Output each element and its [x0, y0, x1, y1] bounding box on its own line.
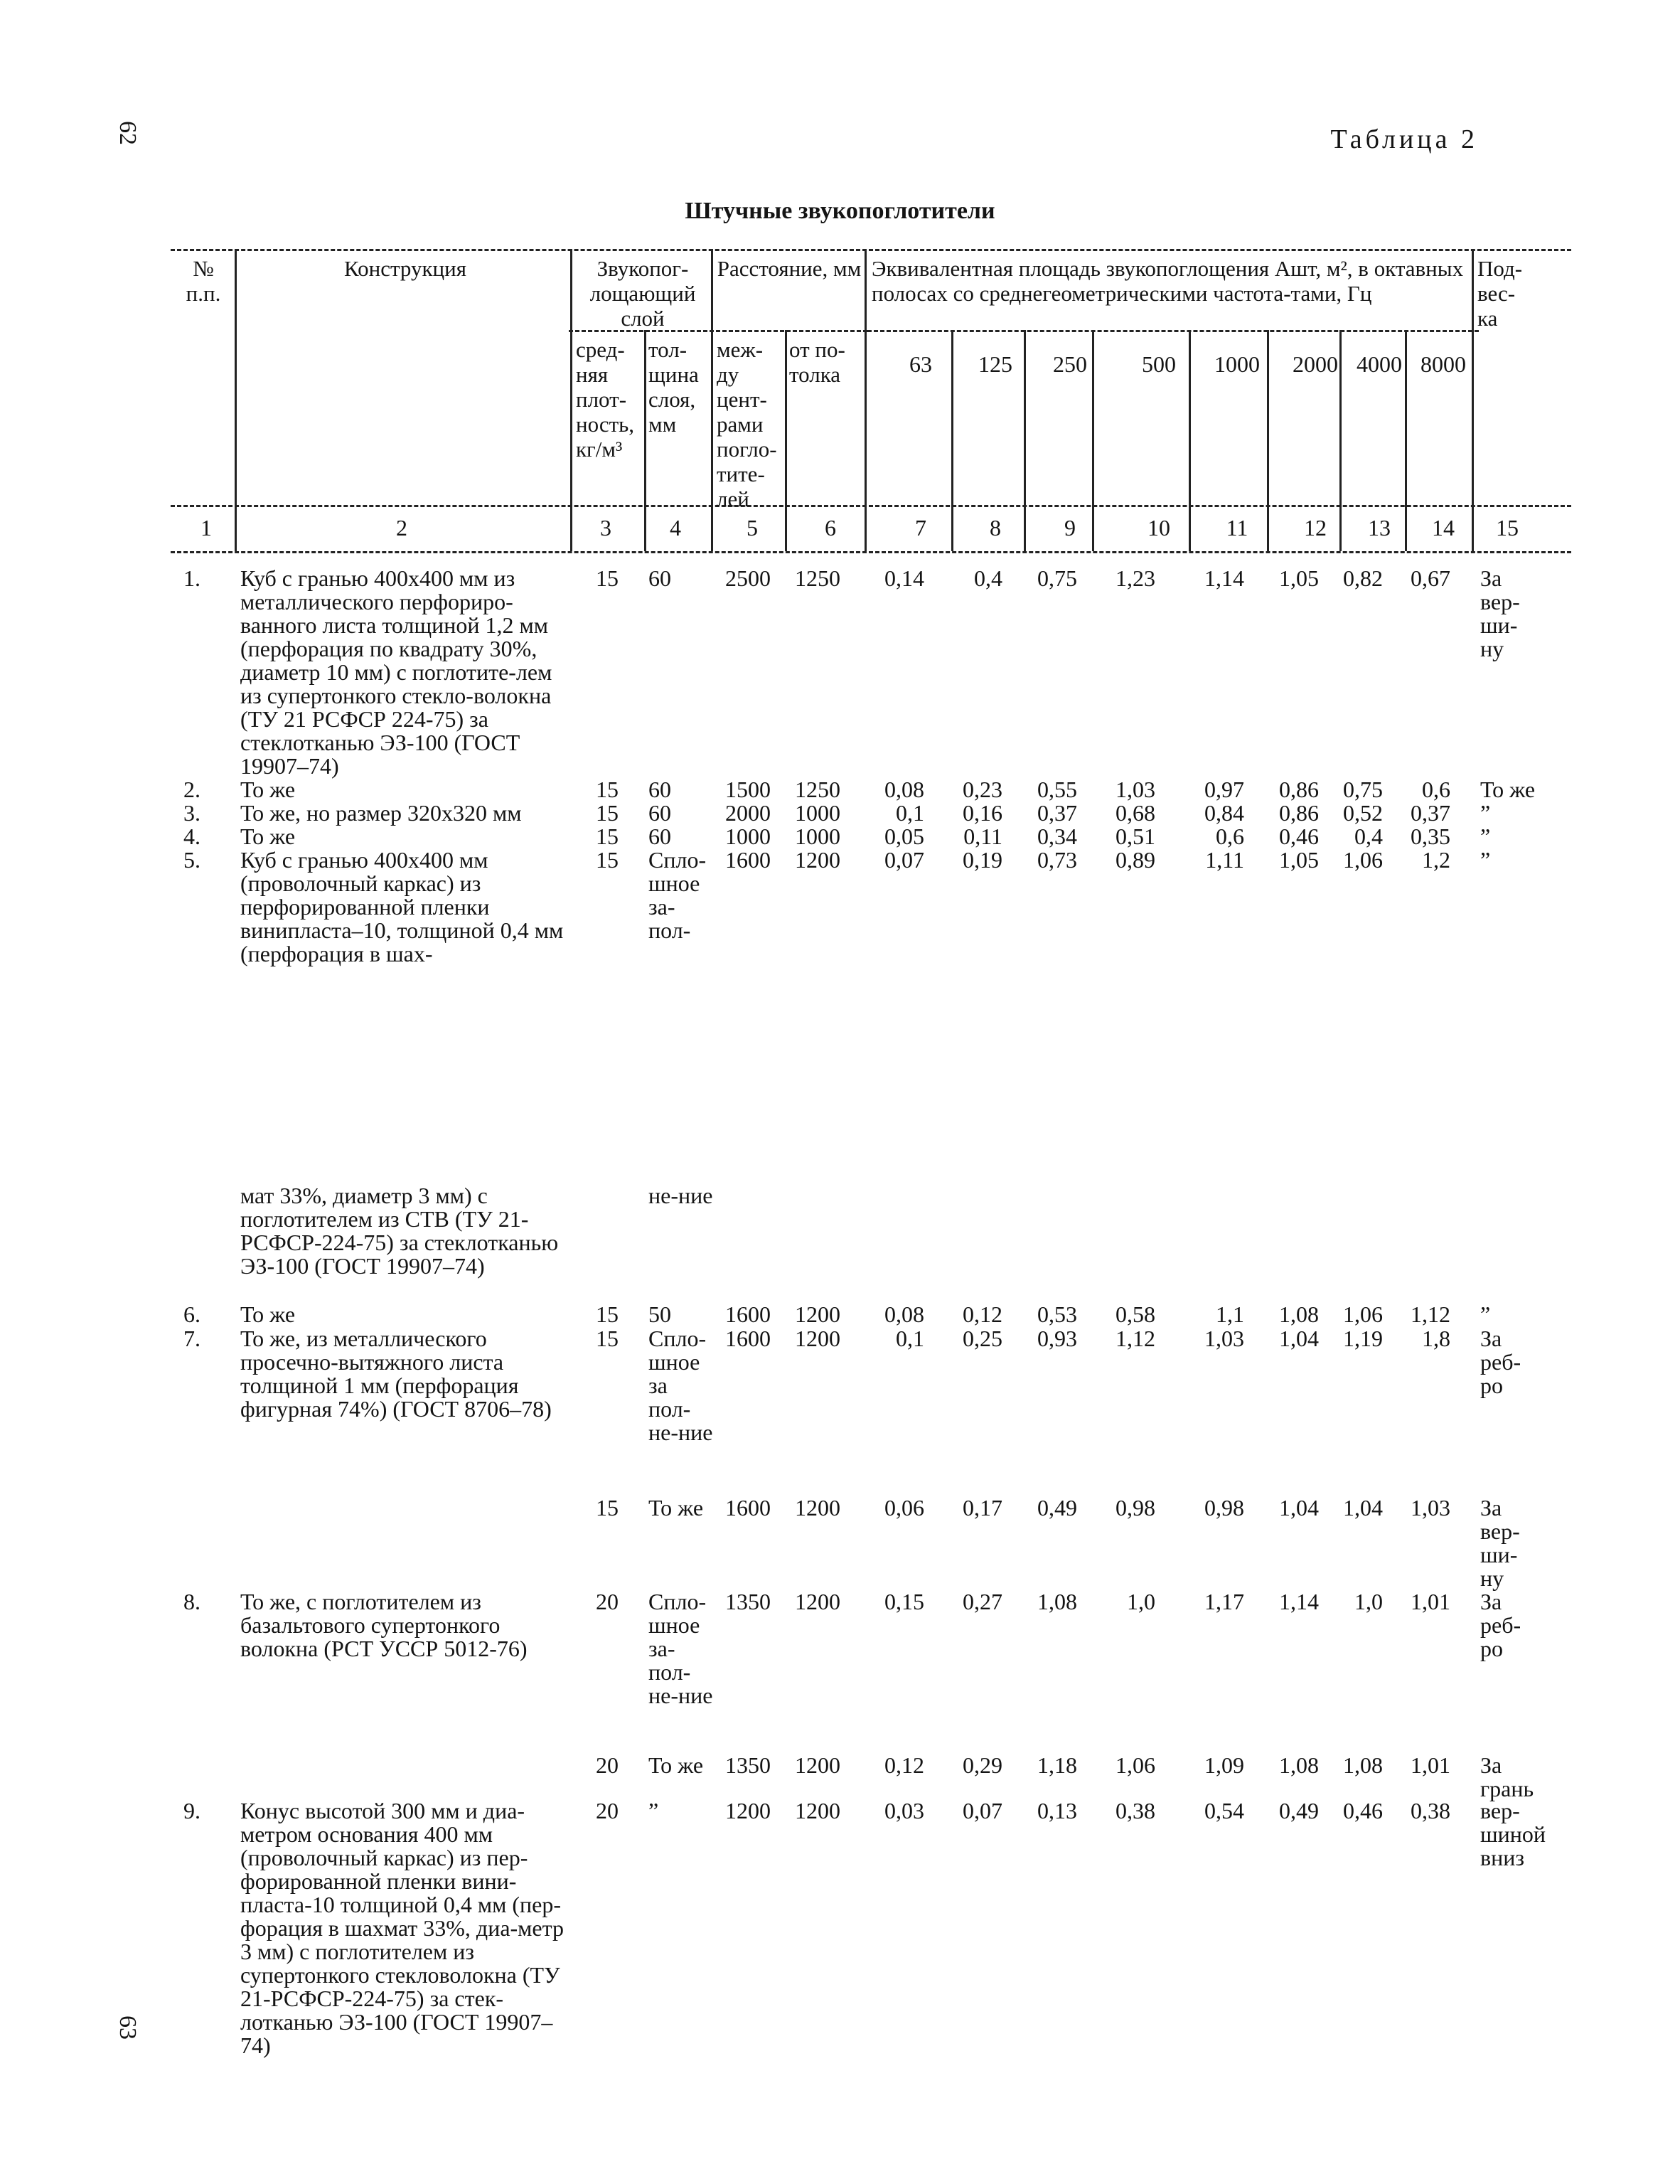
row-value-4000: 1,0 — [1354, 1589, 1383, 1614]
row-value-2000: 1,05 — [1279, 565, 1319, 591]
row-value-2000: 0,49 — [1279, 1798, 1319, 1823]
row-suspension: ” — [1480, 824, 1491, 849]
row-suspension: ” — [1480, 847, 1491, 873]
row-distance-ceiling: 1200 — [795, 1326, 840, 1351]
row-value-250: 0,49 — [1037, 1495, 1077, 1520]
header-construction: Конструкция — [344, 256, 466, 281]
row-value-500: 0,51 — [1115, 824, 1155, 849]
row-suspension: ” — [1480, 1301, 1491, 1327]
row-value-125: 0,07 — [963, 1798, 1002, 1823]
row-suspension: За реб-ро — [1480, 1326, 1521, 1398]
frequency-63: 63 — [909, 351, 932, 377]
column-number-14: 14 — [1432, 515, 1455, 540]
header-absorbing-layer: Звукопог-лощающий слой — [589, 256, 696, 331]
row-value-500: 1,03 — [1115, 777, 1155, 802]
row-value-63: 0,15 — [884, 1589, 924, 1614]
row-suspension: ” — [1480, 800, 1491, 826]
row-thickness: Спло-шное за пол-не-ние — [648, 1326, 713, 1445]
column-number-12: 12 — [1304, 515, 1327, 540]
row-value-1000: 0,84 — [1204, 800, 1244, 826]
column-number-11: 11 — [1226, 515, 1248, 540]
row-value-500: 0,68 — [1115, 800, 1155, 826]
row-construction: Куб с гранью 400х400 мм из металлического перфориро-ванного листа толщиной 1,2 мм (перфорация по квадрату 30%, диаметр 10 мм) с поглотите-лем из супертонкого стекло-волокна (ТУ 21 РСФСР 224-75) за стеклотканью ЭЗ-100 (ГОСТ 19907–74) — [240, 565, 552, 779]
row-value-2000: 1,14 — [1279, 1589, 1319, 1614]
row-distance-between: 1600 — [725, 1495, 771, 1520]
frequency-125: 125 — [978, 351, 1012, 377]
row-value-500: 1,0 — [1127, 1589, 1155, 1614]
row-number: 4. — [183, 824, 200, 849]
row-value-8000: 1,8 — [1422, 1326, 1450, 1351]
row-value-63: 0,1 — [896, 800, 924, 826]
row-number: 3. — [183, 800, 200, 826]
row-density: 15 — [596, 847, 619, 873]
column-number-4: 4 — [670, 515, 681, 540]
row-value-1000: 1,1 — [1216, 1301, 1244, 1327]
row-distance-ceiling: 1200 — [795, 1589, 840, 1614]
row-value-63: 0,1 — [896, 1326, 924, 1351]
row-value-8000: 1,01 — [1411, 1589, 1450, 1614]
row-value-63: 0,12 — [884, 1752, 924, 1778]
vline-6 — [865, 249, 867, 551]
row-value-125: 0,29 — [963, 1752, 1002, 1778]
row-value-500: 0,89 — [1115, 847, 1155, 873]
row-value-250: 1,18 — [1037, 1752, 1077, 1778]
row-value-2000: 1,04 — [1279, 1495, 1319, 1520]
row-value-2000: 0,86 — [1279, 800, 1319, 826]
row-distance-between: 1600 — [725, 1326, 771, 1351]
column-number-6: 6 — [825, 515, 836, 540]
page-number-top: 62 — [114, 121, 141, 145]
row-value-63: 0,07 — [884, 847, 924, 873]
row-value-1000: 1,03 — [1204, 1326, 1244, 1351]
row-value-250: 0,37 — [1037, 800, 1077, 826]
header-suspension: Под-вес-ка — [1477, 256, 1523, 331]
row-thickness: Спло-шное за-пол- — [648, 847, 707, 943]
row-distance-ceiling: 1000 — [795, 800, 840, 826]
row-value-1000: 1,11 — [1205, 847, 1244, 873]
column-number-13: 13 — [1368, 515, 1391, 540]
row-value-250: 0,53 — [1037, 1301, 1077, 1327]
row-value-8000: 0,37 — [1411, 800, 1450, 826]
row-value-1000: 0,54 — [1204, 1798, 1244, 1823]
frequency-1000: 1000 — [1214, 351, 1260, 377]
row-thickness: 60 — [648, 800, 671, 826]
row-density: 15 — [596, 824, 619, 849]
row-density: 15 — [596, 800, 619, 826]
row-suspension: вер-шиной вниз — [1480, 1798, 1546, 1870]
vline-3 — [644, 330, 646, 551]
row-thickness: Спло-шное за-пол-не-ние — [648, 1589, 713, 1708]
frequency-500: 500 — [1142, 351, 1176, 377]
row-suspension: За вер-ши-ну — [1480, 1495, 1520, 1591]
row-value-63: 0,06 — [884, 1495, 924, 1520]
row-construction: Конус высотой 300 мм и диа-метром основания 400 мм (проволочный каркас) из пер-форированной пленки вини-пласта-10 толщиной 0,4 мм (пер-форация в шахмат 33%, диа-метр 3 мм) с поглотителем из супертонкого стекловолокна (ТУ 21-РСФСР-224-75) за стек-лотканью ЭЗ-100 (ГОСТ 19907–74) — [240, 1798, 564, 2058]
frequency-4000: 4000 — [1357, 351, 1402, 377]
rule-top — [171, 249, 1571, 251]
row-value-500: 0,98 — [1115, 1495, 1155, 1520]
row-value-250: 0,13 — [1037, 1798, 1077, 1823]
row-thickness: То же — [648, 1752, 704, 1778]
row-value-63: 0,08 — [884, 1301, 924, 1327]
row-value-125: 0,11 — [963, 824, 1002, 849]
row-density: 15 — [596, 1326, 619, 1351]
row-value-125: 0,25 — [963, 1326, 1002, 1351]
row-construction: То же — [240, 824, 296, 849]
header-equivalent-area: Эквивалентная площадь звукопоглощения Aшт, м², в октавных полосах со среднегеометрическими частота-тами, Гц — [872, 256, 1464, 306]
row-value-500: 1,23 — [1115, 565, 1155, 591]
row-value-250: 0,55 — [1037, 777, 1077, 802]
row-value-1000: 1,17 — [1204, 1589, 1244, 1614]
row-suspension: За реб-ро — [1480, 1589, 1521, 1661]
row-value-250: 0,75 — [1037, 565, 1077, 591]
row-number: 1. — [183, 565, 200, 591]
row-distance-ceiling: 1250 — [795, 777, 840, 802]
row-distance-between: 1000 — [725, 824, 771, 849]
column-number-7: 7 — [915, 515, 926, 540]
row-value-1000: 0,98 — [1204, 1495, 1244, 1520]
row-value-125: 0,23 — [963, 777, 1002, 802]
row-value-8000: 1,01 — [1411, 1752, 1450, 1778]
row-value-250: 0,73 — [1037, 847, 1077, 873]
row-construction: Куб с гранью 400х400 мм (проволочный каркас) из перфорированной пленки винипласта–10, толщиной 0,4 мм (перфорация в шах- — [240, 847, 564, 966]
row-value-8000: 1,12 — [1411, 1301, 1450, 1327]
frequency-2000: 2000 — [1293, 351, 1338, 377]
header-distance: Расстояние, мм — [717, 256, 862, 281]
row-number: 5. — [183, 847, 200, 873]
column-number-10: 10 — [1147, 515, 1170, 540]
header-between-centers: меж-ду цент-рами погло-тите-лей — [717, 337, 777, 511]
row-density: 15 — [596, 777, 619, 802]
row-construction: То же, но размер 320х320 мм — [240, 800, 522, 826]
row-value-2000: 1,04 — [1279, 1326, 1319, 1351]
row-thickness: То же — [648, 1495, 704, 1520]
column-number-8: 8 — [990, 515, 1001, 540]
vline-2 — [570, 249, 572, 551]
row-distance-between: 1350 — [725, 1752, 771, 1778]
row-value-63: 0,14 — [884, 565, 924, 591]
frequency-250: 250 — [1053, 351, 1087, 377]
row-value-8000: 0,6 — [1422, 777, 1450, 802]
row-density: 20 — [596, 1589, 619, 1614]
header-from-ceiling: от по-толка — [789, 337, 845, 387]
row-value-4000: 0,46 — [1343, 1798, 1383, 1823]
row-thickness: ” — [648, 1798, 659, 1823]
row-value-125: 0,17 — [963, 1495, 1002, 1520]
row-value-250: 0,34 — [1037, 824, 1077, 849]
column-number-9: 9 — [1064, 515, 1076, 540]
row-value-8000: 1,2 — [1422, 847, 1450, 873]
header-density: сред-няя плот-ность, кг/м³ — [576, 337, 635, 462]
column-number-2: 2 — [396, 515, 407, 540]
row-value-4000: 0,75 — [1343, 777, 1383, 802]
row-value-500: 0,58 — [1115, 1301, 1155, 1327]
row-distance-ceiling: 1200 — [795, 1798, 840, 1823]
row-density: 20 — [596, 1752, 619, 1778]
row-construction: То же, с поглотителем из базальтового супертонкого волокна (РСТ УССР 5012-76) — [240, 1589, 528, 1661]
row-thickness: 60 — [648, 565, 671, 591]
row-value-4000: 0,52 — [1343, 800, 1383, 826]
row-value-500: 0,38 — [1115, 1798, 1155, 1823]
row-suspension: За грань — [1480, 1752, 1534, 1801]
row-number: 9. — [183, 1798, 200, 1823]
frequency-8000: 8000 — [1420, 351, 1466, 377]
row-density: 15 — [596, 1301, 619, 1327]
page-number-bottom: 63 — [114, 2015, 141, 2040]
row-value-125: 0,4 — [974, 565, 1002, 591]
rule-column-numbers — [171, 551, 1571, 553]
row-distance-between: 2500 — [725, 565, 771, 591]
row-number: 7. — [183, 1326, 200, 1351]
row-value-500: 1,06 — [1115, 1752, 1155, 1778]
row-value-125: 0,12 — [963, 1301, 1002, 1327]
rule-sub-frequency — [867, 330, 1479, 332]
row-value-63: 0,03 — [884, 1798, 924, 1823]
rule-header-bottom — [171, 505, 1571, 507]
row-density: 15 — [596, 565, 619, 591]
row-distance-between: 2000 — [725, 800, 771, 826]
row-distance-between: 1600 — [725, 1301, 771, 1327]
row-number: 6. — [183, 1301, 200, 1327]
row-value-4000: 1,04 — [1343, 1495, 1383, 1520]
row-value-250: 0,93 — [1037, 1326, 1077, 1351]
row-suspension: За вер-ши-ну — [1480, 565, 1520, 661]
row-value-4000: 0,4 — [1354, 824, 1383, 849]
row-value-2000: 0,86 — [1279, 777, 1319, 802]
header-thickness: тол-щина слоя, мм — [648, 337, 699, 437]
row-suspension: То же — [1480, 777, 1536, 802]
row-value-1000: 1,14 — [1204, 565, 1244, 591]
row-distance-between: 1600 — [725, 847, 771, 873]
row-construction: То же — [240, 1301, 296, 1327]
row-number: 8. — [183, 1589, 200, 1614]
row-value-2000: 0,46 — [1279, 824, 1319, 849]
row-thickness: 60 — [648, 777, 671, 802]
row-value-250: 1,08 — [1037, 1589, 1077, 1614]
column-number-1: 1 — [200, 515, 212, 540]
row-value-4000: 1,08 — [1343, 1752, 1383, 1778]
row-value-2000: 1,08 — [1279, 1752, 1319, 1778]
row-value-4000: 1,06 — [1343, 847, 1383, 873]
row-value-8000: 1,03 — [1411, 1495, 1450, 1520]
vline-14 — [1472, 249, 1474, 551]
row-value-125: 0,16 — [963, 800, 1002, 826]
column-number-15: 15 — [1496, 515, 1519, 540]
column-number-5: 5 — [747, 515, 758, 540]
row-distance-between: 1200 — [725, 1798, 771, 1823]
row-value-63: 0,05 — [884, 824, 924, 849]
row-construction: То же — [240, 777, 296, 802]
row-construction: То же, из металлического просечно-вытяжного листа толщиной 1 мм (перфорация фигурная 74%) (ГОСТ 8706–78) — [240, 1326, 552, 1422]
row-distance-between: 1350 — [725, 1589, 771, 1614]
row-value-2000: 1,08 — [1279, 1301, 1319, 1327]
row-value-125: 0,19 — [963, 847, 1002, 873]
column-number-3: 3 — [600, 515, 611, 540]
row-value-8000: 0,67 — [1411, 565, 1450, 591]
row-number: 2. — [183, 777, 200, 802]
row-value-8000: 0,38 — [1411, 1798, 1450, 1823]
row-value-4000: 1,06 — [1343, 1301, 1383, 1327]
table-label: Таблица 2 — [1330, 124, 1478, 154]
row-distance-ceiling: 1250 — [795, 565, 840, 591]
row-distance-ceiling: 1200 — [795, 847, 840, 873]
vline-1 — [235, 249, 237, 551]
row-distance-ceiling: 1000 — [795, 824, 840, 849]
row-construction-continued: мат 33%, диаметр 3 мм) с поглотителем из СТВ (ТУ 21-РСФСР-224-75) за стеклотканью ЭЗ-100 (ГОСТ 19907–74) — [240, 1183, 559, 1279]
row-value-1000: 0,97 — [1204, 777, 1244, 802]
row-density: 15 — [596, 1495, 619, 1520]
row-value-1000: 1,09 — [1204, 1752, 1244, 1778]
row-thickness: 60 — [648, 824, 671, 849]
row-value-125: 0,27 — [963, 1589, 1002, 1614]
row-value-2000: 1,05 — [1279, 847, 1319, 873]
vline-4 — [711, 249, 713, 551]
row-value-1000: 0,6 — [1216, 824, 1244, 849]
row-value-63: 0,08 — [884, 777, 924, 802]
row-value-8000: 0,35 — [1411, 824, 1450, 849]
row-distance-ceiling: 1200 — [795, 1752, 840, 1778]
row-value-4000: 1,19 — [1343, 1326, 1383, 1351]
row-distance-ceiling: 1200 — [795, 1495, 840, 1520]
row-distance-between: 1500 — [725, 777, 771, 802]
row-distance-ceiling: 1200 — [795, 1301, 840, 1327]
row-thickness-continued: не-ние — [648, 1183, 713, 1208]
row-value-4000: 0,82 — [1343, 565, 1383, 591]
row-value-500: 1,12 — [1115, 1326, 1155, 1351]
header-no: № п.п. — [186, 256, 221, 306]
row-density: 20 — [596, 1798, 619, 1823]
table-title: Штучные звукопоглотители — [685, 198, 995, 224]
vline-5 — [785, 330, 787, 551]
row-thickness: 50 — [648, 1301, 671, 1327]
